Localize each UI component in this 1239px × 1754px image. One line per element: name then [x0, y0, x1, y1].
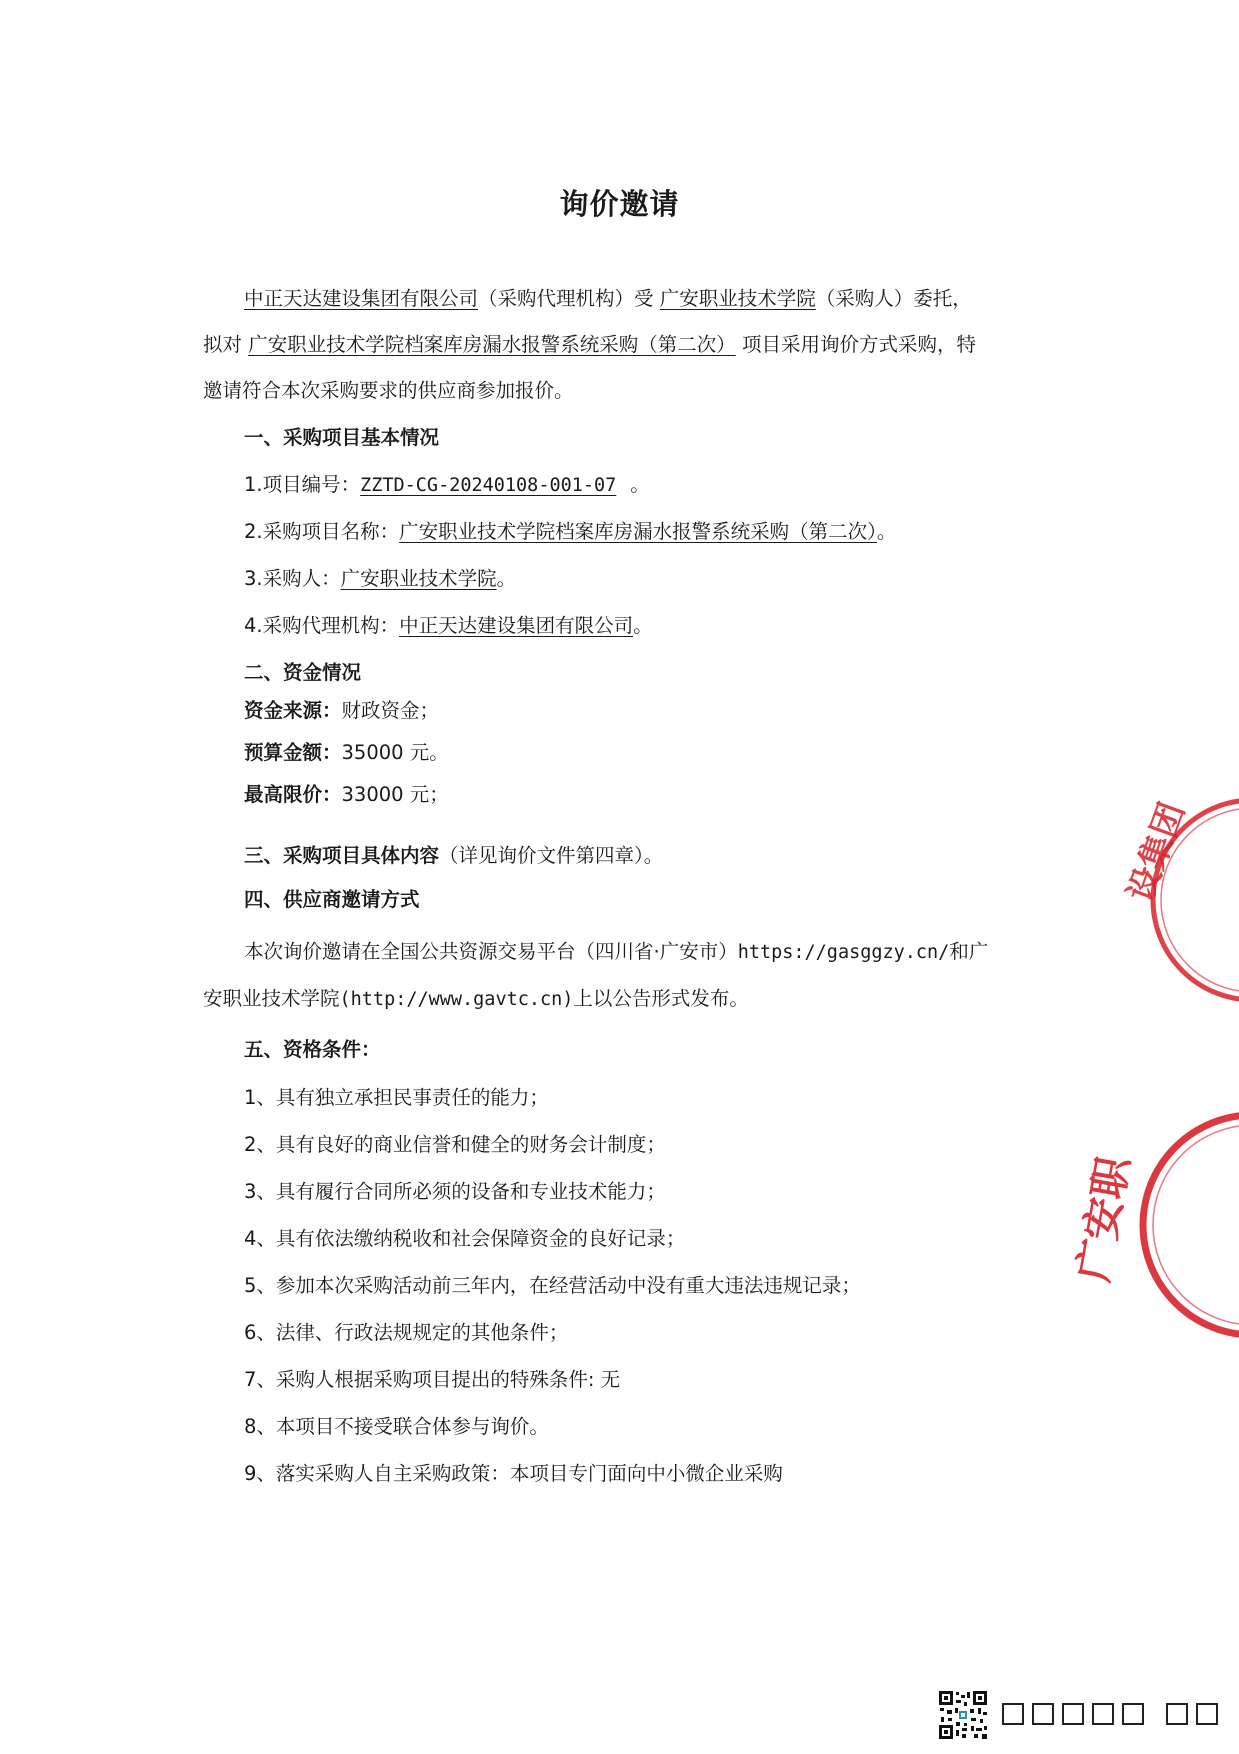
item1-end: 。 — [630, 473, 650, 496]
qualification-item: 2、具有良好的商业信誉和健全的财务会计制度； — [244, 1133, 666, 1156]
purchaser-label: 3.采购人： — [244, 567, 341, 590]
section2-heading: 二、资金情况 — [244, 661, 362, 684]
purchaser-value: 广安职业技术学院 — [340, 567, 497, 590]
intro-line-3: 邀请符合本次采购要求的供应商参加报价。 — [203, 379, 574, 402]
project-number-label: 1.项目编号： — [244, 473, 361, 496]
agency-seal-text: 设集团 — [1120, 797, 1194, 907]
agency-seal — [1120, 790, 1239, 1010]
platform-text: 本次询价邀请在全国公共资源交易平台（四川省·广安市） — [244, 940, 738, 963]
fund-source — [244, 697, 439, 725]
qualification-item: 9、落实采购人自主采购政策：本项目专门面向中小微企业采购 — [244, 1462, 783, 1485]
section4-line-1 — [244, 938, 988, 967]
qualification-item: 5、参加本次采购活动前三年内，在经营活动中没有重大违法违规记录； — [244, 1274, 861, 1297]
max-price-value: 33000 元； — [341, 783, 449, 806]
section1-item-4 — [244, 612, 653, 640]
fund-source-value: 财政资金； — [341, 699, 440, 722]
budget-label: 预算金额： — [244, 741, 342, 764]
qr-code-icon — [938, 1690, 988, 1740]
intro-prefix: 拟对 — [203, 333, 243, 356]
intro-line-1 — [244, 285, 972, 313]
intro-line-2 — [203, 331, 976, 359]
glyph-box — [1166, 1703, 1188, 1725]
section3-note: （详见询价文件第四章）。 — [439, 844, 664, 867]
qualification-item: 1、具有独立承担民事责任的能力； — [244, 1086, 549, 1109]
project-name: 广安职业技术学院档案库房漏水报警系统采购（第二次） — [248, 333, 736, 356]
max-price-label: 最高限价： — [244, 783, 342, 806]
section3-line — [244, 842, 663, 870]
intro-suffix: 项目采用询价方式采购，特 — [741, 333, 976, 356]
section1-heading: 一、采购项目基本情况 — [244, 426, 440, 449]
qualification-item: 4、具有依法缴纳税收和社会保障资金的良好记录； — [244, 1227, 686, 1250]
agency-role: （采购代理机构）受 — [478, 287, 654, 310]
footer-placeholder-glyphs — [1002, 1703, 1226, 1729]
qualification-item: 6、法律、行政法规规定的其他条件； — [244, 1321, 569, 1344]
fund-source-label: 资金来源： — [244, 699, 342, 722]
project-title: 广安职业技术学院档案库房漏水报警系统采购（第二次） — [399, 520, 877, 543]
page-title: 询价邀请 — [559, 187, 680, 221]
project-title-label: 2.采购项目名称： — [244, 520, 400, 543]
item3-end: 。 — [496, 567, 517, 590]
agency-name: 中正天达建设集团有限公司 — [244, 287, 479, 310]
purchaser-name: 广安职业技术学院 — [659, 287, 816, 310]
item2-end: 。 — [876, 520, 897, 543]
purchaser-seal-text: 广安职 — [1068, 1152, 1139, 1286]
glyph-box — [1002, 1703, 1024, 1725]
publish-text: 上以公告形式发布。 — [573, 987, 749, 1010]
section4-heading: 四、供应商邀请方式 — [244, 888, 420, 911]
qualification-item: 3、具有履行合同所必须的设备和专业技术能力； — [244, 1180, 666, 1203]
project-number: ZZTD-CG-20240108-001-07 — [360, 475, 617, 496]
section1-item-2 — [244, 518, 896, 546]
purchaser-role: （采购人）委托， — [815, 287, 972, 310]
glyph-box — [1062, 1703, 1084, 1725]
glyph-box — [1092, 1703, 1114, 1725]
purchaser-seal — [1068, 1105, 1239, 1345]
section5-heading: 五、资格条件： — [244, 1038, 381, 1061]
agency-label: 4.采购代理机构： — [244, 614, 400, 637]
qualification-item: 7、采购人根据采购项目提出的特殊条件: 无 — [244, 1368, 621, 1391]
agency-value: 中正天达建设集团有限公司 — [399, 614, 634, 637]
section1-item-3 — [244, 565, 516, 593]
budget-value: 35000 元。 — [341, 741, 449, 764]
platform-url: https://gasggzy.cn/ — [737, 942, 950, 963]
college-name: 安职业技术学院 — [203, 987, 340, 1010]
platform-end: 和广 — [949, 940, 989, 963]
section3-heading: 三、采购项目具体内容 — [244, 844, 440, 867]
glyph-box — [1122, 1703, 1144, 1725]
college-url: (http://www.gavtc.cn) — [339, 989, 574, 1010]
glyph-box — [1032, 1703, 1054, 1725]
max-price — [244, 781, 449, 809]
section1-item-1 — [244, 471, 650, 500]
budget-amount — [244, 739, 449, 767]
item4-end: 。 — [633, 614, 653, 637]
section4-line-2 — [203, 985, 749, 1014]
qualification-item: 8、本项目不接受联合体参与询价。 — [244, 1415, 549, 1438]
glyph-box — [1196, 1703, 1218, 1725]
